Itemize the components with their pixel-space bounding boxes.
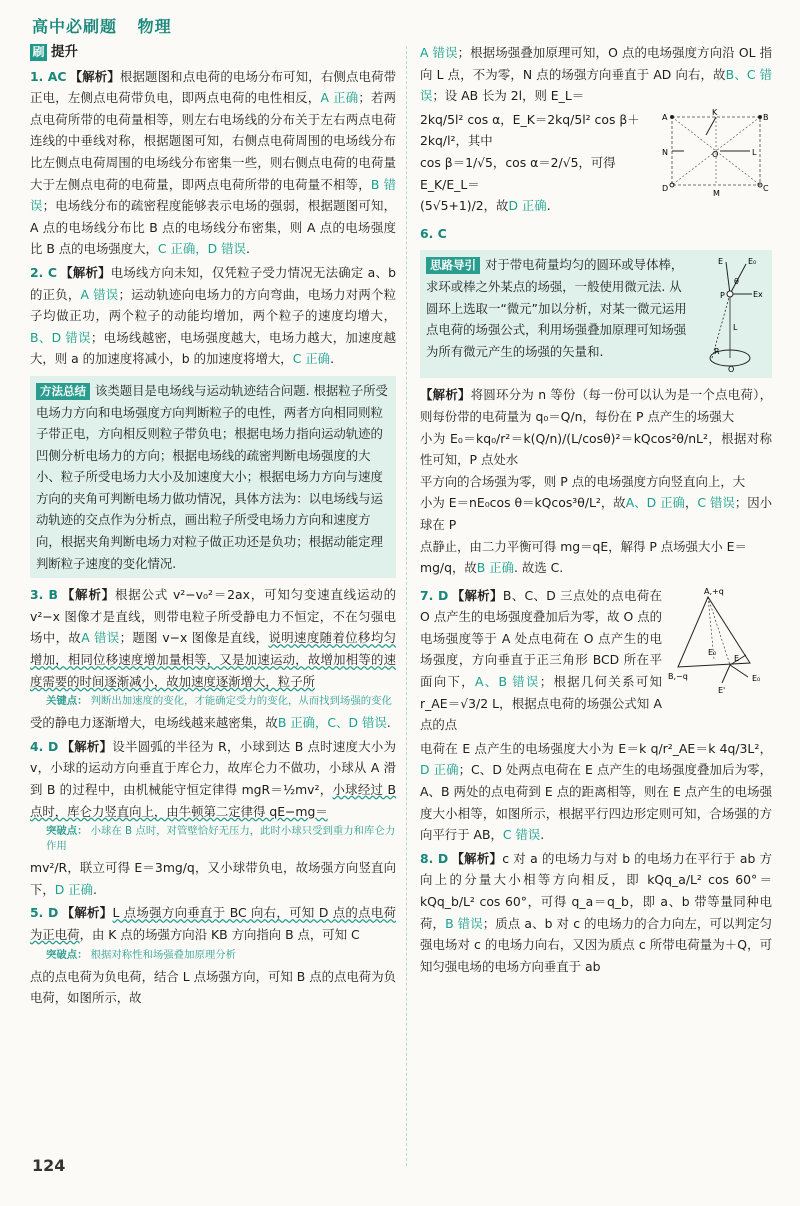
fig-label-d: D: [662, 183, 669, 193]
answer-text: 电场线方向未知，仅凭粒子受力情况无法确定 a、b 的正负，: [30, 264, 396, 302]
analysis-label: 【解析】: [69, 68, 120, 84]
answer-3-cont: [30, 712, 396, 734]
verdict: C 错误: [697, 495, 735, 511]
answer-text: .: [540, 827, 545, 843]
fig-label-o: O: [728, 365, 735, 375]
fig-label-k: K: [712, 108, 718, 117]
underlined-text: L 点场强方向垂直于 BC 向右，可知 D 点的点电荷为正电荷: [30, 905, 396, 942]
answer-text: .: [93, 881, 97, 897]
fig-label-ex: Ex: [753, 290, 763, 300]
verdict: A 错误: [81, 630, 120, 646]
formula: cos β＝1/√5，cos α＝2/√5，可得 E_K/E_L＝: [420, 154, 616, 192]
verdict: C 正确，D 错误: [157, 241, 246, 257]
thought-guide-box: [420, 250, 772, 378]
method-summary-box: [30, 376, 396, 578]
thought-guide-tag: 思路导引: [426, 257, 480, 274]
answer-text: 电荷在 E 点产生的电场强度大小为 E＝k q/r²_AE＝k 4q/3L²，: [420, 740, 772, 756]
answer-text: B、C、D 三点处的点电荷在 O 点产生的电场强度叠加后为零，故 O 点的电场强度等于 A 处点电荷在 O 点产生的电场强度，方向垂直于正三角形 BCD 所在平面向下，: [420, 587, 663, 690]
answer-text: .: [245, 241, 250, 257]
answer-text: 根据题图和点电荷的电场分布可知，右侧点电荷带正电，左侧点电荷带负电，即两点电荷的电性相反，: [30, 68, 397, 106]
fig-label-e0: E₀: [708, 647, 717, 657]
verdict: A、B 错误: [474, 674, 540, 690]
fig-label-b: B: [763, 112, 769, 122]
answer-5-cont: [420, 42, 772, 107]
section-badge: 刷: [30, 44, 47, 61]
answer-number: 3. B: [30, 587, 58, 603]
answer-text: 将圆环分为 n 等份（每一份可以认为是一个点电荷），则每份带的电荷量为 q₀＝Q/n，每份在 P 点产生的场强大: [420, 387, 773, 424]
answer-text: ，由 K 点的场强方向沿 KB 方向指向 B 点，可知 C: [79, 926, 360, 942]
note-tag: 关键点：: [46, 695, 88, 708]
answer-text: 设半圆弧的半径为 R，小球到达 B 点时速度大小为 v，小球的运动方向垂直于库仑力，故库仑力不做功，小球从 A 滑到 B 的过程中，由机械能守恒定律得 mgR＝½mv²，: [30, 738, 396, 797]
verdict: A 错误: [420, 45, 458, 60]
key-point-note: [46, 694, 396, 709]
answer-5-formula-row: [420, 109, 772, 217]
note-text: 小球在 B 点时，对管壁恰好无压力，此时小球只受到重力和库仑力作用: [46, 825, 396, 853]
answer-5: [30, 902, 396, 945]
answer-text: ；质点 a、b 对 c 的电场力的合力向左，可以判定匀强电场对 c 的电场力向右，又因为质点 c 所带电荷量为＋Q，可知匀强电场的电场方向垂直于 ab: [420, 915, 772, 974]
verdict: D 正确: [508, 198, 547, 214]
fig-label-e: E: [734, 653, 740, 663]
answer-number: 5. D: [30, 905, 59, 921]
verdict: C 错误: [502, 827, 541, 843]
square-charge-figure: [660, 109, 772, 197]
page-number: 124: [32, 1156, 66, 1175]
answer-text: ；电场线越密，电场强度越大，电场力越大，加速度越大，则 a 的加速度将减小，b 的加速度将增大，: [30, 329, 396, 367]
fig-label-e: E: [718, 257, 724, 267]
answer-6: 【解析】将圆环分为 n 等份（每一份可以认为是一个点电荷），则每份带的电荷量为 q₀＝Q/n，每份在 P 点产生的场强大 小为 E₀＝kq₀/r²＝k(Q/n)/(L/cosθ)²＝kQcos²θ/nL²，根据对称性可知，P 点处水 平方向的合场强为零，则 P 点的电场强度方向竖直向上，大 小为 E＝nE₀cos θ＝kQcos³θ/L²，故A、D 正确，C 错误；因小球在 P 点静止，由二力平衡可得 mg＝qE，解得 P 点场强大小 E＝ mg/q，故B 正确. 故选 C.: [420, 387, 773, 576]
answer-text: 受的静电力逐渐增大，电场线越来越密集，故: [30, 715, 278, 731]
analysis-label: 【解析】: [420, 387, 471, 403]
answer-text: ；C、D 处两点电荷在 E 点产生的电场强度叠加后为零，A、B 两处的点电荷到 E 点的距离相等，则在 E 点产生的电场强度大小相等，如图所示，根据平行四边形定则可知，合场强的方向平行于 AB，: [420, 762, 773, 843]
answer-text: ；根据场强叠加原理可知，O 点的电场强度方向沿 OL 指向 L 点，不为零，N 点的场强方向垂直于 AD 向右，故: [420, 45, 772, 82]
verdict: B 错误: [30, 176, 396, 214]
breakthrough-note: [46, 948, 396, 963]
answer-1: [30, 66, 396, 260]
fig-label-l: L: [733, 323, 738, 333]
right-column: [420, 42, 772, 979]
fig-label-c: C: [763, 183, 769, 193]
fig-label-n: N: [662, 147, 668, 157]
fig-label-m: M: [713, 188, 720, 197]
note-tag: 突破点：: [46, 948, 88, 961]
formula: (5√5+1)/2，故: [420, 198, 509, 214]
fig-label-o: O: [712, 149, 719, 159]
analysis-label: 【解析】: [60, 587, 116, 603]
analysis-label: 【解析】: [61, 738, 113, 754]
answer-number: 4. D: [30, 738, 59, 754]
verdict: B 错误: [445, 915, 483, 931]
formula: 2kq/5l² cos α，E_K＝2kq/5l² cos β＋2kq/l²，其中: [420, 111, 640, 149]
fig-label-theta: θ: [734, 277, 739, 287]
section-title: 提升: [51, 44, 78, 60]
verdict: A 错误: [80, 286, 119, 302]
answer-text: .: [386, 715, 391, 731]
answer-text: ；设 AB 长为 2l，则 E_L＝: [432, 88, 585, 104]
answer-text: .: [546, 198, 551, 214]
analysis-label: 【解析】: [61, 905, 113, 921]
answer-text: ；电场线分布的疏密程度能够表示电场的强弱，根据题图可知，A 点的电场线分布比 B 点的电场线分布密集，则 A 点的电场强度比 B 点的电场强度大，: [30, 198, 397, 257]
answer-7-row: [420, 585, 772, 738]
fig-label-a: A: [662, 112, 668, 122]
underlined-text: 说明速度随着位移均匀增加，相同位移速度增加量相等，又是加速运动，故增加相等的速度需要的时间逐渐减小，故加速度逐渐增大，粒子所: [30, 630, 396, 689]
analysis-label: 【解析】: [451, 850, 503, 866]
verdict: D 正确: [54, 881, 94, 897]
answer-text: . 故选 C.: [514, 560, 564, 576]
answer-text: ；题图 v−x 图像是直线，: [119, 630, 269, 646]
answer-number: 2. C: [30, 264, 57, 280]
answer-number: 7. D: [420, 587, 449, 603]
verdict: A 正确: [320, 90, 359, 106]
guide-text: 对于带电荷量均匀的圆环或导体棒，求环或棒之外某点的场强，一般使用微元法. 从圆环上选取一“微元”加以分析，对某一微元运用点电荷的场强公式，利用场强叠加原理可知场强为所有微元产生的场强的矢量和.: [426, 257, 687, 359]
column-divider: [406, 46, 407, 1166]
answer-number: 1. AC: [30, 68, 67, 84]
note-tag: 突破点：: [46, 825, 88, 838]
answer-text: 点静止，由二力平衡可得 mg＝qE，解得 P 点场强大小 E＝: [420, 538, 747, 554]
answer-text: ；若两点电荷所带的电荷量相等，则左右电场线的分布关于左右两点电荷连线的中垂线对称，根据题图可知，右侧点电荷周围的电场线分布比左侧点电荷周围的电场线分布密集一些，则右侧点电荷的电荷量大于左侧点电荷的电荷量，即两点电荷所带的电荷量不相等，: [30, 90, 397, 192]
method-summary-tag: 方法总结: [36, 383, 90, 400]
answer-text: 根据公式 v²−v₀²＝2ax，可知匀变速直线运动的 v²−x 图像才是直线，则带电粒子所受静电力不恒定，不在匀强电场中，故: [30, 587, 397, 646]
left-column: [30, 42, 396, 1011]
fig-label-e-prime: E': [718, 685, 726, 695]
answer-text: ；运动轨迹向电场力的方向弯曲，电场力对两个粒子均做正功，两个粒子的动能均增加，两个粒子的速度均增大，: [30, 286, 397, 324]
answer-text: mv²/R，联立可得 E＝3mg/q，又小球带负电，故场强方向竖直向下，: [30, 860, 396, 897]
verdict: B、C 错误: [420, 66, 773, 104]
analysis-label: 【解析】: [451, 587, 503, 603]
underlined-text: 小球经过 B 点时，库仑力竖直向上，由牛顿第二定律得 qE−mg＝: [30, 782, 396, 819]
fig-label-l: L: [752, 147, 757, 157]
note-text: 判断出加速度的变化，才能确定受力的变化，从而找到场强的变化: [90, 695, 392, 708]
answer-text: 小为 E₀＝kq₀/r²＝k(Q/n)/(L/cosθ)²＝kQcos²θ/nL²，根据对称性可知，P 点处水: [420, 430, 772, 468]
answer-4: [30, 736, 396, 822]
answer-text: mg/q，故: [420, 560, 477, 576]
section-heading: [30, 42, 396, 64]
ring-charge-figure: [698, 254, 766, 374]
answer-text: 点的点电荷为负电荷，结合 L 点场强方向，可知 B 点的点电荷为负电荷，如图所示，故: [30, 968, 396, 1006]
answer-4-cont: [30, 857, 396, 900]
verdict: C 正确: [292, 351, 331, 367]
note-text: 根据对称性和场强叠加原理分析: [90, 948, 237, 961]
answer-text: .: [330, 351, 335, 367]
fig-label-a: A,+q: [704, 586, 724, 596]
answer-text: ；根据几何关系可知 r_AE＝√3/2 L，根据点电荷的场强公式知 A 点的点: [420, 674, 663, 733]
triangle-charge-figure: [668, 585, 772, 697]
verdict: B 正确: [476, 560, 514, 576]
thought-guide-text: [426, 254, 692, 362]
answer-text: 小为 E＝nE₀cos θ＝kQcos³θ/L²，故: [420, 495, 626, 511]
verdict: D 正确: [420, 762, 459, 778]
analysis-label: 【解析】: [59, 264, 111, 280]
book-title: 高中必刷题: [32, 17, 118, 36]
answer-2: [30, 262, 396, 370]
answer-3: [30, 584, 396, 692]
fig-label-p: P: [720, 291, 725, 301]
answer-text: ；因小球在 P: [420, 495, 773, 532]
answer-5-left: [30, 966, 396, 1009]
formula-text: [420, 109, 654, 217]
subject-title: 物理: [137, 17, 172, 36]
fig-label-b: B,−q: [668, 671, 688, 681]
answer-6-number: [420, 223, 772, 245]
fig-label-e0-b: E₀: [752, 673, 761, 683]
answer-7-cont: [420, 738, 772, 846]
answer-8: [420, 848, 772, 978]
method-summary-text: 该类题目是电场线与运动轨迹结合问题. 根据粒子所受电场力方向和电场强度方向判断粒子的电性，两者方向相同则粒子带正电，方向相反则粒子带负电；根据电场力指向运动轨迹的凹侧分析电场力的方向；根据电场线的疏密判断电场强度的大小、粒子所受电场力大小及加速度大小；根据电场力方向与速度方向的夹角可判断电场力做功情况，具体方法为：以电场线与运动轨迹的交点作为分析点，画出粒子所受电场力方向和速度方向，根据夹角判断电场力对粒子做正功还是负功；根据动能定理判断粒子速度的变化情况.: [36, 382, 388, 571]
breakthrough-note: [46, 824, 396, 854]
fig-label-r: R: [714, 347, 720, 357]
answer-text: c 对 a 的电场力与对 b 的电场力在平行于 ab 方向上的分量大小相等方向相反，即 kQq_a/L² cos 60°＝kQq_b/L² cos 60°，可得 q_a＝q_b，即 a、b 带等量同种电荷，: [420, 850, 772, 931]
fig-label-e0: E₀: [748, 257, 757, 267]
verdict: B、D 错误: [30, 329, 91, 345]
answer-number: 8. D: [420, 850, 449, 866]
verdict: B 正确，C、D 错误: [277, 715, 387, 731]
verdict: A、D 正确: [625, 495, 685, 511]
answer-number: 6. C: [420, 225, 447, 241]
answer-text: 平方向的合场强为零，则 P 点的电场强度方向竖直向上，大: [420, 473, 746, 489]
answer-7: [420, 585, 662, 736]
page-header: [32, 14, 186, 37]
